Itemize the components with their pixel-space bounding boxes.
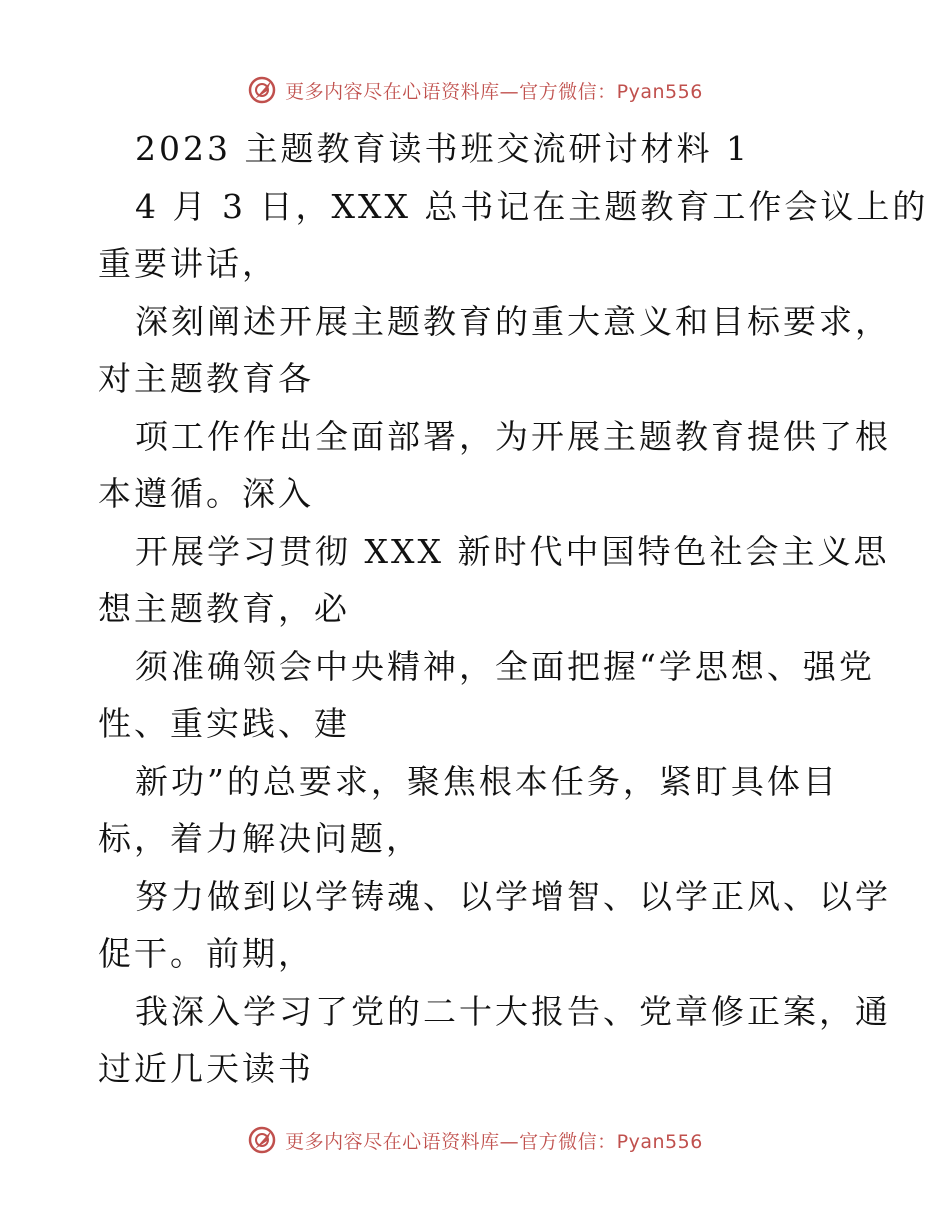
text-line: 促干。前期， <box>98 934 314 973</box>
text-line: 项工作作出全面部署，为开展主题教育提供了根 <box>135 416 891 456</box>
footer-watermark <box>0 1120 950 1160</box>
watermark-text: 更多内容尽在心语资料库—官方微信：Pyan556 <box>285 80 703 103</box>
text-line: 4 月 3 日，XXX 总书记在主题教育工作会议上的 <box>135 186 929 226</box>
text-line: 深刻阐述开展主题教育的重大意义和目标要求， <box>135 301 891 341</box>
text-line: 对主题教育各 <box>98 359 314 398</box>
text-line: 过近几天读书 <box>98 1049 314 1088</box>
text-line: 2023 主题教育读书班交流研讨材料 1 <box>135 129 750 168</box>
text-line: 努力做到以学铸魂、以学增智、以学正风、以学 <box>135 876 891 916</box>
text-line: 重要讲话， <box>98 244 278 283</box>
quill-logo-icon <box>247 1125 277 1155</box>
text-line: 开展学习贯彻 XXX 新时代中国特色社会主义思 <box>135 531 890 571</box>
header-watermark <box>0 70 950 110</box>
text-line: 标，着力解决问题， <box>98 819 422 858</box>
text-line: 新功”的总要求，聚焦根本任务，紧盯具体目 <box>135 761 839 801</box>
text-line: 本遵循。深入 <box>98 474 314 513</box>
watermark-text: 更多内容尽在心语资料库—官方微信：Pyan556 <box>285 1130 703 1153</box>
quill-logo-icon <box>247 75 277 105</box>
text-line: 须准确领会中央精神，全面把握“学思想、强党 <box>135 646 875 686</box>
text-line: 性、重实践、建 <box>98 704 350 743</box>
text-line: 想主题教育，必 <box>98 589 350 628</box>
document-body <box>98 120 929 1098</box>
text-line: 我深入学习了党的二十大报告、党章修正案，通 <box>135 991 891 1031</box>
